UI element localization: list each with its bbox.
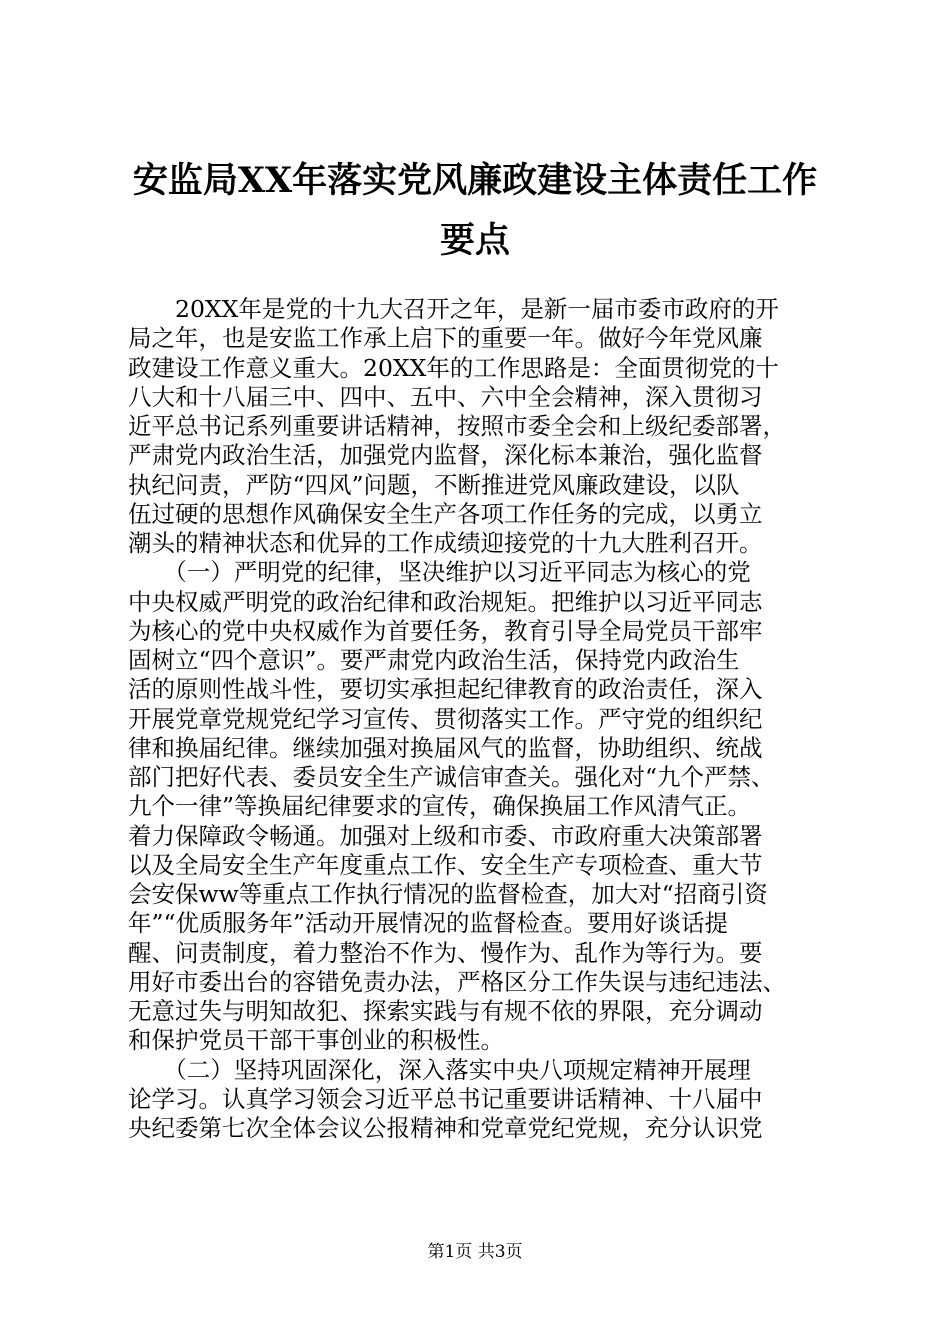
body-line: 部门把好代表、委员安全生产诚信审查关。强化对“九个严禁、 xyxy=(128,763,775,791)
body-line: 律和换届纪律。继续加强对换届风气的监督，协助组织、统战 xyxy=(128,733,763,762)
body-line: （二）坚持巩固深化，深入落实中央八项规定精神开展理 xyxy=(128,1055,751,1084)
document-title-continued: 要点 xyxy=(439,220,510,261)
body-line: （一）严明党的纪律，坚决维护以习近平同志为核心的党 xyxy=(128,558,751,587)
body-line: 活的原则性战斗性，要切实承担起纪律教育的政治责任，深入 xyxy=(128,675,763,704)
body-line: 无意过失与明知故犯、探索实践与有规不依的界限，充分调动 xyxy=(128,997,763,1025)
body-line: 着力保障政令畅通。加强对上级和市委、市政府重大决策部署 xyxy=(128,821,763,850)
body-line: 潮头的精神状态和优异的工作成绩迎接党的十九大胜利召开。 xyxy=(128,529,763,557)
body-line: 执纪问责，严防“四风”问题，不断推进党风廉政建设，以队 xyxy=(128,470,740,499)
body-line: 论学习。认真学习领会习近平总书记重要讲话精神、十八届中 xyxy=(128,1084,763,1113)
document-body xyxy=(128,295,848,1143)
body-line: 严肃党内政治生活，加强党内监督，深化标本兼治，强化监督 xyxy=(128,441,763,470)
body-line: 伍过硬的思想作风确保安全生产各项工作任务的完成，以勇立 xyxy=(128,499,763,528)
body-line: 政建设工作意义重大。20XX年的工作思路是：全面贯彻党的十 xyxy=(128,353,779,382)
page-number-footer: 第1页 共3页 xyxy=(427,1242,523,1262)
body-line: 20XX年是党的十九大召开之年，是新一届市委市政府的开 xyxy=(128,295,779,323)
body-line: 九个一律”等换届纪律要求的宣传，确保换届工作风清气正。 xyxy=(128,792,752,821)
body-line: 为核心的党中央权威作为首要任务，教育引导全局党员干部牢 xyxy=(128,616,763,645)
body-line: 会安保ww等重点工作执行情况的监督检查，加大对“招商引资 xyxy=(128,880,768,908)
body-line: 近平总书记系列重要讲话精神，按照市委全会和上级纪委部署， xyxy=(128,412,786,440)
body-line: 固树立“四个意识”。要严肃党内政治生活，保持党内政治生 xyxy=(128,646,740,674)
body-line: 用好市委出台的容错免责办法，严格区分工作失误与违纪违法、 xyxy=(128,967,786,996)
body-line: 八大和十八届三中、四中、五中、六中全会精神，深入贯彻习 xyxy=(128,382,763,411)
body-line: 年”“优质服务年”活动开展情况的监督检查。要用好谈话提 xyxy=(128,909,729,938)
body-line: 醒、问责制度，着力整治不作为、慢作为、乱作为等行为。要 xyxy=(128,938,763,967)
document-title: 安监局XX年落实党风廉政建设主体责任工作 xyxy=(132,160,818,201)
body-line: 和保护党员干部干事创业的积极性。 xyxy=(128,1026,504,1055)
body-line: 中央权威严明党的政治纪律和政治规矩。把维护以习近平同志 xyxy=(128,587,763,616)
body-line: 央纪委第七次全体会议公报精神和党章党纪党规，充分认识党 xyxy=(128,1114,763,1142)
body-line: 局之年，也是安监工作承上启下的重要一年。做好今年党风廉 xyxy=(128,324,763,353)
body-line: 开展党章党规党纪学习宣传、贯彻落实工作。严守党的组织纪 xyxy=(128,704,763,733)
body-line: 以及全局安全生产年度重点工作、安全生产专项检查、重大节 xyxy=(128,850,763,879)
